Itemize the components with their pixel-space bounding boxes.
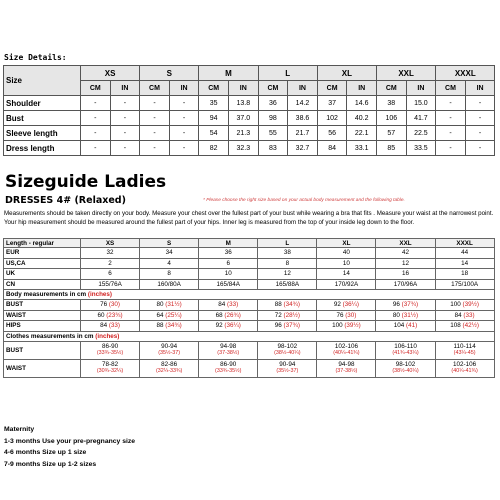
table-cell: 22.5 [406,126,436,141]
inch-value: (26¾) [224,311,241,319]
table-cell [435,300,494,311]
inch-range: (40¼-41¾) [333,350,360,356]
table-cell: - [81,111,111,126]
inch-range: (40¼-41¾) [451,368,478,374]
table-cell: 160/80A [140,279,199,290]
table-cell: 38.6 [288,111,318,126]
table-cell [81,310,140,321]
cm-value: 84 [100,322,109,330]
cm-value: 92 [333,301,343,309]
table-cell [81,321,140,332]
table-row [4,126,495,141]
length-col-xl: XL [317,239,376,248]
table-cell [199,341,258,359]
inch-value: (23¾) [106,311,123,319]
intro-text: Measurements should be taken directly on your body. Measure your chest over the fullest part of your bust while wearing a bra that fits . Measure your waist at the narrowest point. Your hip measurement should be measured around the fullest part of your hips. Inner leg is measured from the top of your inside leg down to the floor. [4,210,494,226]
cm-value: 68 [215,311,225,319]
table-cell: - [81,96,111,111]
row-label: BUST [4,300,81,311]
table-cell: 40.2 [347,111,377,126]
table-cell [140,310,199,321]
unit-header: IN [406,81,436,96]
table-cell: - [436,111,466,126]
table-cell: - [169,126,199,141]
row-label: BUST [4,341,81,359]
size-col-l: L [258,66,317,81]
table-cell: - [169,111,199,126]
length-header: Length - regular [4,239,81,248]
table-cell: 37 [317,96,347,111]
cm-value: 108 [450,322,463,330]
length-col-s: S [140,239,199,248]
inch-value: (28½) [283,311,300,319]
table-cell: 33.1 [347,141,377,156]
row-label: CN [4,279,81,290]
cm-range: 78-82 [101,361,119,368]
table-cell: 102 [317,111,347,126]
table-cell: 14.2 [288,96,318,111]
table-cell: 14.6 [347,96,377,111]
clothes-section-unit: (inches) [95,332,120,340]
unit-header: IN [347,81,377,96]
cm-value: 100 [332,322,345,330]
table-cell [376,310,435,321]
table-cell: - [169,141,199,156]
table-cell: 38 [377,96,407,111]
row-label: HIPS [4,321,81,332]
body-measurements-body [4,300,495,332]
table-cell: 12 [376,258,435,269]
table-cell: 4 [140,258,199,269]
inch-value: (33) [108,322,121,330]
table-cell: 57 [377,126,407,141]
table-cell: 44 [435,248,494,259]
cm-value: 100 [450,301,463,309]
inch-range: (33¾-35½) [215,368,242,374]
inch-value: (36¼) [224,322,241,330]
size-col-xl: XL [317,66,376,81]
body-section-label: Body measurements in cm [6,291,87,298]
table-cell: - [81,141,111,156]
table-cell: - [110,141,140,156]
table-row [4,258,495,269]
cm-value: 84 [218,301,228,309]
inch-value: (42½) [462,322,479,330]
table-cell: 21.3 [228,126,258,141]
body-section-unit: (inches) [87,291,113,298]
length-body [4,248,495,290]
table-cell: 32.7 [288,141,318,156]
table-cell [140,341,199,359]
table-cell: 98 [258,111,288,126]
table-cell: - [169,96,199,111]
table-row [4,248,495,259]
table-cell: 55 [258,126,288,141]
inch-range: (32¼-33¾) [155,368,183,374]
cm-value: 64 [156,311,166,319]
unit-header: CM [258,81,288,96]
table-cell: - [465,126,495,141]
row-label: Sleeve length [4,126,81,141]
unit-header: IN [228,81,258,96]
unit-header: IN [288,81,318,96]
size-details-body [4,96,495,156]
table-cell: 14 [317,269,376,280]
clothes-section-label: Clothes measurements in cm [6,332,94,340]
cm-value: 104 [393,322,407,330]
inch-range: (35½-37) [158,350,181,356]
inch-value: (31½) [165,301,182,309]
size-header: Size [4,66,81,96]
table-cell: 94 [199,111,229,126]
maternity-title: Maternity [4,426,35,433]
cm-value: 76 [100,301,109,309]
cm-value: 92 [215,322,225,330]
size-col-xxxl: XXXL [436,66,495,81]
cm-range: 90-94 [279,361,296,368]
inch-value: (34¾) [165,322,182,330]
table-row [4,141,495,156]
maternity-section [4,424,135,470]
cm-value: 72 [274,311,284,319]
inch-value: (31½) [401,311,419,319]
size-col-xs: XS [81,66,140,81]
table-cell: 22.1 [347,126,377,141]
table-cell: - [110,126,140,141]
cm-range: 82-86 [161,361,178,368]
cm-range: 94-98 [338,361,355,368]
table-cell [376,321,435,332]
inch-value: (33) [463,311,475,319]
inch-range: (30¾-32¼) [96,368,124,374]
table-cell: - [465,111,495,126]
inch-value: (39½) [344,322,361,330]
inch-value: (36¼) [342,301,360,309]
table-cell: 8 [140,269,199,280]
table-cell: 40 [317,248,376,259]
table-cell [376,300,435,311]
table-cell [81,359,140,377]
unit-header: IN [110,81,140,96]
table-row [4,279,495,290]
page-title: Sizeguide Ladies [5,172,167,192]
table-cell: 32.3 [228,141,258,156]
table-cell: 175/100A [435,279,494,290]
table-cell [317,310,376,321]
inch-range: (38½-40¼) [274,350,301,356]
table-cell: 155/76A [81,279,140,290]
inch-range: (33¾-35½) [96,350,124,356]
cm-value: 88 [156,322,166,330]
table-cell: 106 [377,111,407,126]
table-cell [258,300,317,311]
table-cell: - [110,111,140,126]
table-cell: - [465,96,495,111]
table-row [4,96,495,111]
cm-value: 80 [392,311,402,319]
inch-value: (34¾) [283,301,300,309]
table-cell: 6 [81,269,140,280]
table-cell: 165/88A [258,279,317,290]
table-cell [435,321,494,332]
clothes-measurements-body [4,341,495,377]
row-label: UK [4,269,81,280]
row-label: Dress length [4,141,81,156]
table-cell: 18 [435,269,494,280]
table-cell: 56 [317,126,347,141]
size-details-table [3,65,495,156]
cm-range: 110-114 [453,343,476,350]
inch-value: (25¼) [165,311,182,319]
table-cell: 14 [435,258,494,269]
table-cell [435,359,494,377]
length-col-xxxl: XXXL [435,239,494,248]
table-cell: - [436,126,466,141]
cm-range: 86-90 [101,343,119,350]
maternity-line: 7-9 months Size up 1-2 sizes [4,460,97,468]
table-cell: - [140,111,170,126]
cm-range: 90-94 [161,343,178,350]
table-cell: 84 [317,141,347,156]
length-col-m: M [199,239,258,248]
maternity-line: 4-6 months Size up 1 size [4,449,87,456]
cm-value: 96 [392,301,402,309]
table-cell [435,310,494,321]
inch-value: (30) [345,311,357,319]
table-cell: 37.0 [228,111,258,126]
size-guide-table [3,238,495,378]
table-cell: 8 [258,258,317,269]
row-label: Bust [4,111,81,126]
cm-value: 76 [336,311,346,319]
inch-range: (43¼-45) [453,350,476,356]
length-col-xs: XS [81,239,140,248]
inch-value: (30) [108,301,121,309]
unit-header: CM [199,81,229,96]
table-cell [317,359,376,377]
inch-value: (33) [227,301,239,309]
size-col-m: M [199,66,258,81]
inch-value: (37¾) [401,301,419,309]
cm-value: 88 [274,301,284,309]
cm-value: 60 [97,311,107,319]
table-cell: 13.8 [228,96,258,111]
cm-range: 102-106 [334,343,358,350]
inch-value: (39½) [462,301,479,309]
table-cell: 34 [140,248,199,259]
table-cell [258,321,317,332]
table-cell [199,321,258,332]
table-cell [258,359,317,377]
dress-type: DRESSES 4# (Relaxed) [5,195,126,206]
table-cell: - [436,141,466,156]
size-col-s: S [140,66,199,81]
inch-range: (38½-40¼) [392,368,419,374]
unit-header: CM [81,81,111,96]
table-cell: 32 [81,248,140,259]
row-label: EUR [4,248,81,259]
table-cell [140,359,199,377]
inch-range: (41¾-43¼) [392,350,419,356]
table-row [4,269,495,280]
cm-range: 106-110 [394,343,417,350]
table-cell: 38 [258,248,317,259]
table-cell: 6 [199,258,258,269]
table-cell [317,321,376,332]
table-cell: - [140,141,170,156]
cm-range: 98-102 [395,361,416,368]
cm-value: 84 [454,311,464,319]
size-details-title: Size Details: [4,53,67,62]
unit-header: IN [169,81,199,96]
cm-value: 80 [156,301,166,309]
table-cell: - [140,126,170,141]
table-cell [258,310,317,321]
row-label: Shoulder [4,96,81,111]
row-label: WAIST [4,359,81,377]
table-cell [317,341,376,359]
table-cell: 42 [376,248,435,259]
table-cell: 15.0 [406,96,436,111]
table-cell: - [81,126,111,141]
table-cell [199,359,258,377]
table-cell [81,300,140,311]
cm-value: 96 [274,322,284,330]
clothes-section-title [4,331,495,341]
unit-header: IN [465,81,495,96]
table-cell [140,300,199,311]
table-cell: 165/84A [199,279,258,290]
table-cell [435,341,494,359]
size-col-xxl: XXL [377,66,436,81]
table-cell: 170/92A [317,279,376,290]
table-cell: 82 [199,141,229,156]
table-cell [81,341,140,359]
unit-header: CM [317,81,347,96]
table-cell [376,359,435,377]
maternity-line: 1-3 months Use your pre-pregnancy size [4,437,136,445]
table-cell [317,300,376,311]
table-cell: - [110,96,140,111]
table-cell: 36 [199,248,258,259]
table-cell: 12 [258,269,317,280]
table-cell: 170/96A [376,279,435,290]
table-cell: 36 [258,96,288,111]
unit-header: CM [436,81,466,96]
table-cell: 85 [377,141,407,156]
table-cell: 10 [199,269,258,280]
cm-range: 102-106 [453,361,477,368]
table-cell: 83 [258,141,288,156]
size-note: * Please choose the right size based on your actual body measurement and the following table. [203,198,405,203]
table-row [4,321,495,332]
table-cell: 16 [376,269,435,280]
body-section-title [4,290,495,300]
inch-value: (41) [406,322,418,330]
cm-range: 94-98 [220,343,237,350]
table-cell [376,341,435,359]
length-col-l: L [258,239,317,248]
table-cell: - [436,96,466,111]
table-cell [140,321,199,332]
table-cell: 33.5 [406,141,436,156]
table-cell: - [140,96,170,111]
unit-header: CM [377,81,407,96]
row-label: WAIST [4,310,81,321]
table-cell: 41.7 [406,111,436,126]
table-row [4,111,495,126]
table-cell [258,341,317,359]
inch-value: (37¾) [283,322,300,330]
table-cell: 35 [199,96,229,111]
table-cell: 2 [81,258,140,269]
table-cell: - [465,141,495,156]
table-cell [199,310,258,321]
cm-range: 86-90 [220,361,237,368]
table-row [4,300,495,311]
table-cell: 10 [317,258,376,269]
unit-header: CM [140,81,170,96]
table-row [4,310,495,321]
inch-range: (35½-37) [276,368,299,374]
table-cell: 21.7 [288,126,318,141]
cm-range: 98-102 [277,343,298,350]
table-row [4,359,495,377]
table-cell [199,300,258,311]
inch-range: (37-38½) [335,368,358,374]
table-row [4,341,495,359]
table-cell: 54 [199,126,229,141]
length-col-xxl: XXL [376,239,435,248]
row-label: US,CA [4,258,81,269]
inch-range: (37-38½) [217,350,240,356]
